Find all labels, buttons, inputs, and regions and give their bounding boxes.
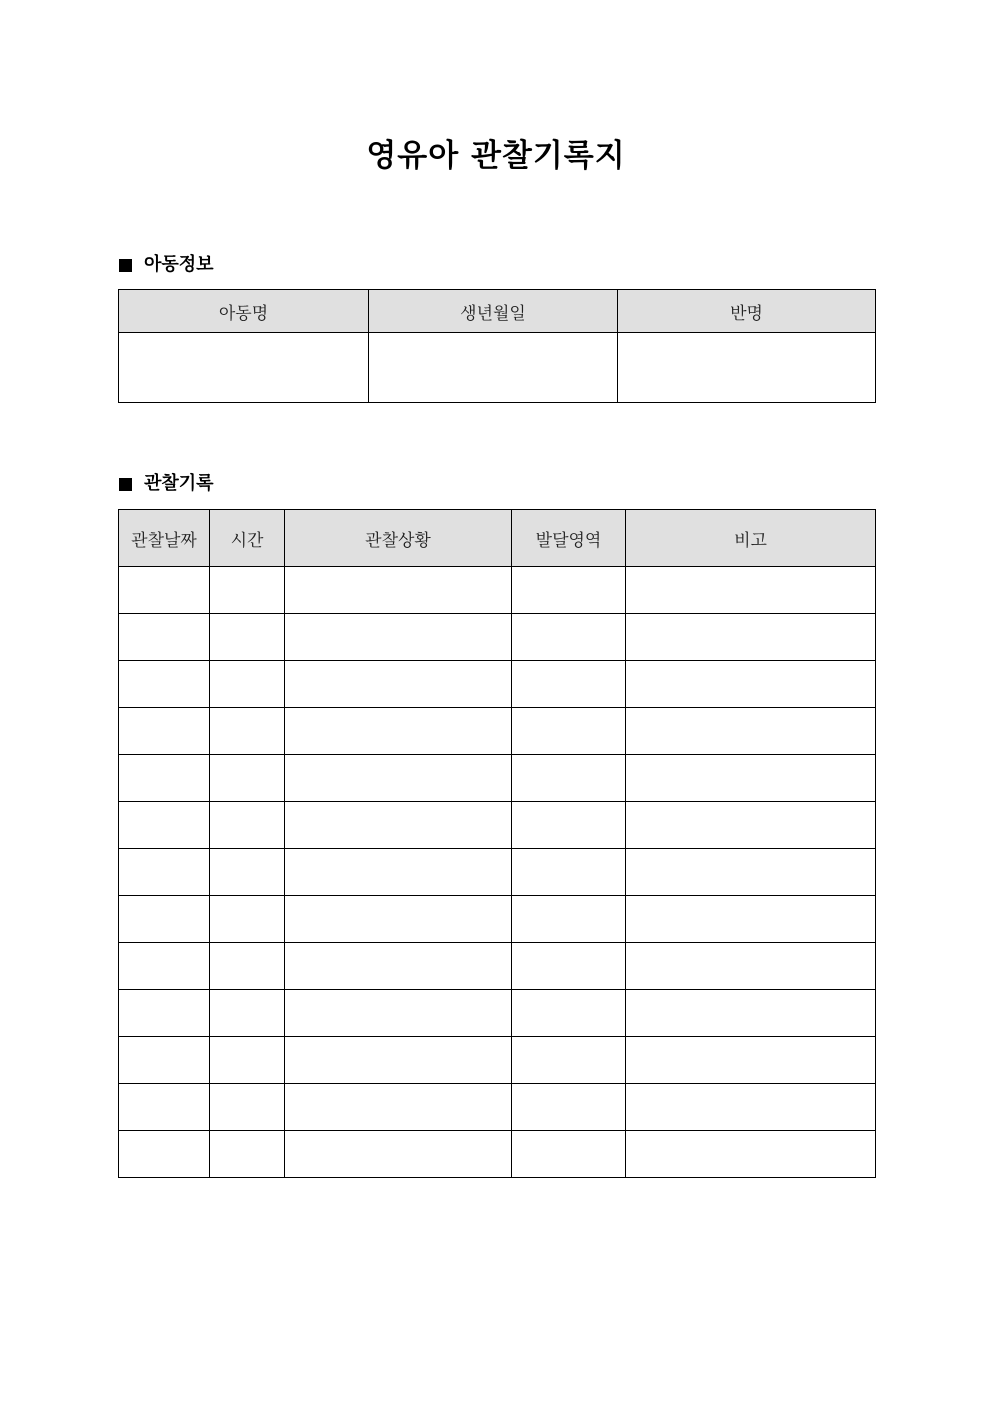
time-cell[interactable] (210, 990, 285, 1037)
time-cell[interactable] (210, 896, 285, 943)
table-row (119, 1084, 876, 1131)
date-cell[interactable] (119, 849, 210, 896)
development-area-cell[interactable] (512, 990, 626, 1037)
development-area-cell[interactable] (512, 614, 626, 661)
situation-cell[interactable] (285, 661, 512, 708)
remarks-cell[interactable] (626, 1037, 876, 1084)
date-cell[interactable] (119, 896, 210, 943)
time-cell[interactable] (210, 802, 285, 849)
development-area-cell[interactable] (512, 567, 626, 614)
remarks-cell[interactable] (626, 849, 876, 896)
time-cell[interactable] (210, 755, 285, 802)
column-header-class-name: 반명 (618, 290, 876, 333)
date-cell[interactable] (119, 614, 210, 661)
square-bullet-icon (119, 478, 132, 491)
table-header-row (119, 510, 876, 567)
remarks-cell[interactable] (626, 614, 876, 661)
table-row (119, 614, 876, 661)
table-row (119, 896, 876, 943)
time-cell[interactable] (210, 567, 285, 614)
time-cell[interactable] (210, 943, 285, 990)
date-cell[interactable] (119, 708, 210, 755)
time-cell[interactable] (210, 614, 285, 661)
development-area-cell[interactable] (512, 896, 626, 943)
table-row (119, 755, 876, 802)
remarks-cell[interactable] (626, 802, 876, 849)
column-header-remarks: 비고 (626, 510, 876, 567)
table-row (119, 333, 876, 403)
situation-cell[interactable] (285, 708, 512, 755)
time-cell[interactable] (210, 849, 285, 896)
birth-date-cell[interactable] (369, 333, 618, 403)
remarks-cell[interactable] (626, 567, 876, 614)
development-area-cell[interactable] (512, 802, 626, 849)
observation-table (118, 509, 876, 1178)
time-cell[interactable] (210, 661, 285, 708)
development-area-cell[interactable] (512, 755, 626, 802)
development-area-cell[interactable] (512, 708, 626, 755)
table-row (119, 990, 876, 1037)
remarks-cell[interactable] (626, 708, 876, 755)
child-info-table (118, 289, 876, 403)
development-area-cell[interactable] (512, 849, 626, 896)
date-cell[interactable] (119, 1037, 210, 1084)
development-area-cell[interactable] (512, 1131, 626, 1178)
remarks-cell[interactable] (626, 990, 876, 1037)
situation-cell[interactable] (285, 1131, 512, 1178)
table-row (119, 1131, 876, 1178)
time-cell[interactable] (210, 708, 285, 755)
remarks-cell[interactable] (626, 661, 876, 708)
remarks-cell[interactable] (626, 896, 876, 943)
situation-cell[interactable] (285, 1037, 512, 1084)
situation-cell[interactable] (285, 1084, 512, 1131)
development-area-cell[interactable] (512, 943, 626, 990)
situation-cell[interactable] (285, 849, 512, 896)
column-header-situation: 관찰상황 (285, 510, 512, 567)
column-header-date: 관찰날짜 (119, 510, 210, 567)
development-area-cell[interactable] (512, 661, 626, 708)
page-title: 영유아 관찰기록지 (366, 138, 626, 174)
time-cell[interactable] (210, 1084, 285, 1131)
section-heading-child-info (119, 252, 214, 278)
situation-cell[interactable] (285, 990, 512, 1037)
date-cell[interactable] (119, 802, 210, 849)
section-heading-observation (119, 471, 214, 497)
class-name-cell[interactable] (618, 333, 876, 403)
table-row (119, 943, 876, 990)
table-header-row (119, 290, 876, 333)
date-cell[interactable] (119, 1084, 210, 1131)
remarks-cell[interactable] (626, 943, 876, 990)
table-row (119, 661, 876, 708)
square-bullet-icon (119, 259, 132, 272)
time-cell[interactable] (210, 1131, 285, 1178)
date-cell[interactable] (119, 943, 210, 990)
situation-cell[interactable] (285, 567, 512, 614)
child-name-cell[interactable] (119, 333, 369, 403)
situation-cell[interactable] (285, 896, 512, 943)
date-cell[interactable] (119, 1131, 210, 1178)
table-row (119, 1037, 876, 1084)
column-header-time: 시간 (210, 510, 285, 567)
development-area-cell[interactable] (512, 1084, 626, 1131)
remarks-cell[interactable] (626, 1131, 876, 1178)
date-cell[interactable] (119, 755, 210, 802)
table-row (119, 567, 876, 614)
table-row (119, 708, 876, 755)
remarks-cell[interactable] (626, 755, 876, 802)
situation-cell[interactable] (285, 755, 512, 802)
situation-cell[interactable] (285, 802, 512, 849)
column-header-birth-date: 생년월일 (369, 290, 618, 333)
date-cell[interactable] (119, 661, 210, 708)
situation-cell[interactable] (285, 614, 512, 661)
remarks-cell[interactable] (626, 1084, 876, 1131)
section-heading-label: 아동정보 (144, 254, 214, 275)
section-heading-label: 관찰기록 (144, 473, 214, 494)
date-cell[interactable] (119, 567, 210, 614)
date-cell[interactable] (119, 990, 210, 1037)
table-row (119, 802, 876, 849)
time-cell[interactable] (210, 1037, 285, 1084)
column-header-development-area: 발달영역 (512, 510, 626, 567)
column-header-child-name: 아동명 (119, 290, 369, 333)
situation-cell[interactable] (285, 943, 512, 990)
development-area-cell[interactable] (512, 1037, 626, 1084)
table-row (119, 849, 876, 896)
